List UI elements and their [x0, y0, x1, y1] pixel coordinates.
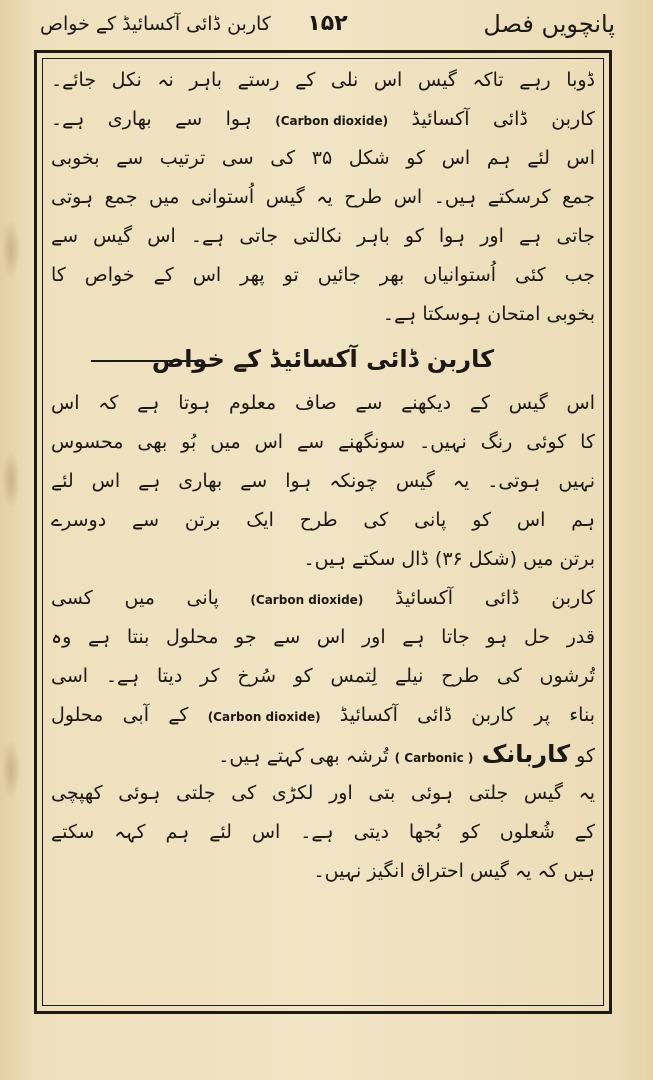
text-line: نہیں ہوتی۔ یہ گیس چونکہ ہوا سے بھاری ہے اس لئے	[51, 470, 595, 492]
text-line: ڈوبا رہے تاکہ گیس اس نلی کے رستے باہر نہ نکل جائے۔	[51, 69, 595, 91]
text-line	[51, 100, 595, 139]
english-term: ( Carbonic )	[394, 751, 474, 765]
heading-rule	[91, 360, 201, 362]
text-line: جاتی ہے اور ہوا کو باہر نکالتی جاتی ہے۔ اس گیس سے	[51, 225, 595, 247]
text-line: کے شُعلوں کو بُجھا دیتی ہے۔ اس لئے ہم کہہ سکتے	[51, 821, 595, 843]
text-line: تُرشوں کی طرح نیلے لِتمس کو سُرخ کر دیتا ہے۔ اسی	[51, 665, 595, 687]
urdu-text: کو	[570, 745, 595, 767]
urdu-text: کاربن ڈائی آکسائیڈ	[363, 587, 595, 609]
page-number: ۱۵۲	[307, 11, 348, 36]
text-line: اس گیس کے دیکھنے سے صاف معلوم ہوتا ہے کہ اس	[51, 392, 595, 414]
section-heading	[51, 334, 595, 384]
urdu-text: پانی میں کسی	[51, 587, 251, 609]
urdu-text: کاربن ڈائی آکسائیڈ	[388, 108, 595, 130]
text-line: کا کوئی رنگ نہیں۔ سونگھنے سے اس میں بُو بھی محسوس	[51, 431, 595, 453]
body-text	[51, 61, 595, 891]
text-line	[51, 579, 595, 618]
english-term: (Carbon dioxide)	[275, 114, 389, 128]
text-line: یہ گیس جلتی ہوئی بتی اور لکڑی کی جلتی ہوئی کھپچی	[51, 782, 595, 804]
english-term: (Carbon dioxide)	[207, 710, 321, 724]
text-line: ہیں کہ یہ گیس احتراق انگیز نہیں۔	[313, 860, 595, 882]
page-stain	[2, 450, 20, 510]
text-line: جب کئی اُستوانیاں بھر جائیں تو پھر اس کے خواص کا	[51, 264, 595, 286]
text-frame	[34, 50, 612, 1014]
properties-paragraph	[51, 384, 595, 891]
urdu-text: تُرشہ بھی کہتے ہیں۔	[218, 745, 395, 767]
text-line: بخوبی امتحان ہوسکتا ہے۔	[382, 303, 595, 325]
urdu-text: ہوا سے بھاری ہے۔	[51, 108, 276, 130]
page-stain	[2, 220, 20, 280]
running-header	[40, 4, 615, 44]
intro-paragraph	[51, 61, 595, 334]
urdu-text: کے آبی محلول	[51, 704, 208, 726]
urdu-text: بناء پر کاربن ڈائی آکسائیڈ	[320, 704, 595, 726]
text-line	[51, 735, 595, 774]
text-line: جمع کرسکتے ہیں۔ اس طرح یہ گیس اُستوانی میں جمع ہوتی	[51, 186, 595, 208]
text-line: برتن میں (شکل ۳۶) ڈال سکتے ہیں۔	[303, 548, 595, 570]
page-stain	[2, 740, 20, 800]
english-term: (Carbon dioxide)	[250, 593, 364, 607]
topic-title: کاربن ڈائی آکسائیڈ کے خواص	[40, 13, 271, 35]
section-heading-text: کاربن ڈائی آکسائیڈ کے خواص	[151, 345, 495, 373]
text-line: اس لئے ہم اس کو شکل ۳۵ کی سی ترتیب سے بخوبی	[51, 147, 595, 169]
emphasized-term: کاربانک	[473, 740, 571, 768]
text-line	[51, 696, 595, 735]
text-line: قدر حل ہو جاتا ہے اور اس سے جو محلول بنتا ہے وہ	[51, 626, 595, 648]
chapter-title: پانچویں فصل	[483, 10, 615, 38]
text-line: ہم اس کو پانی کی طرح ایک برتن سے دوسرے	[51, 509, 595, 531]
